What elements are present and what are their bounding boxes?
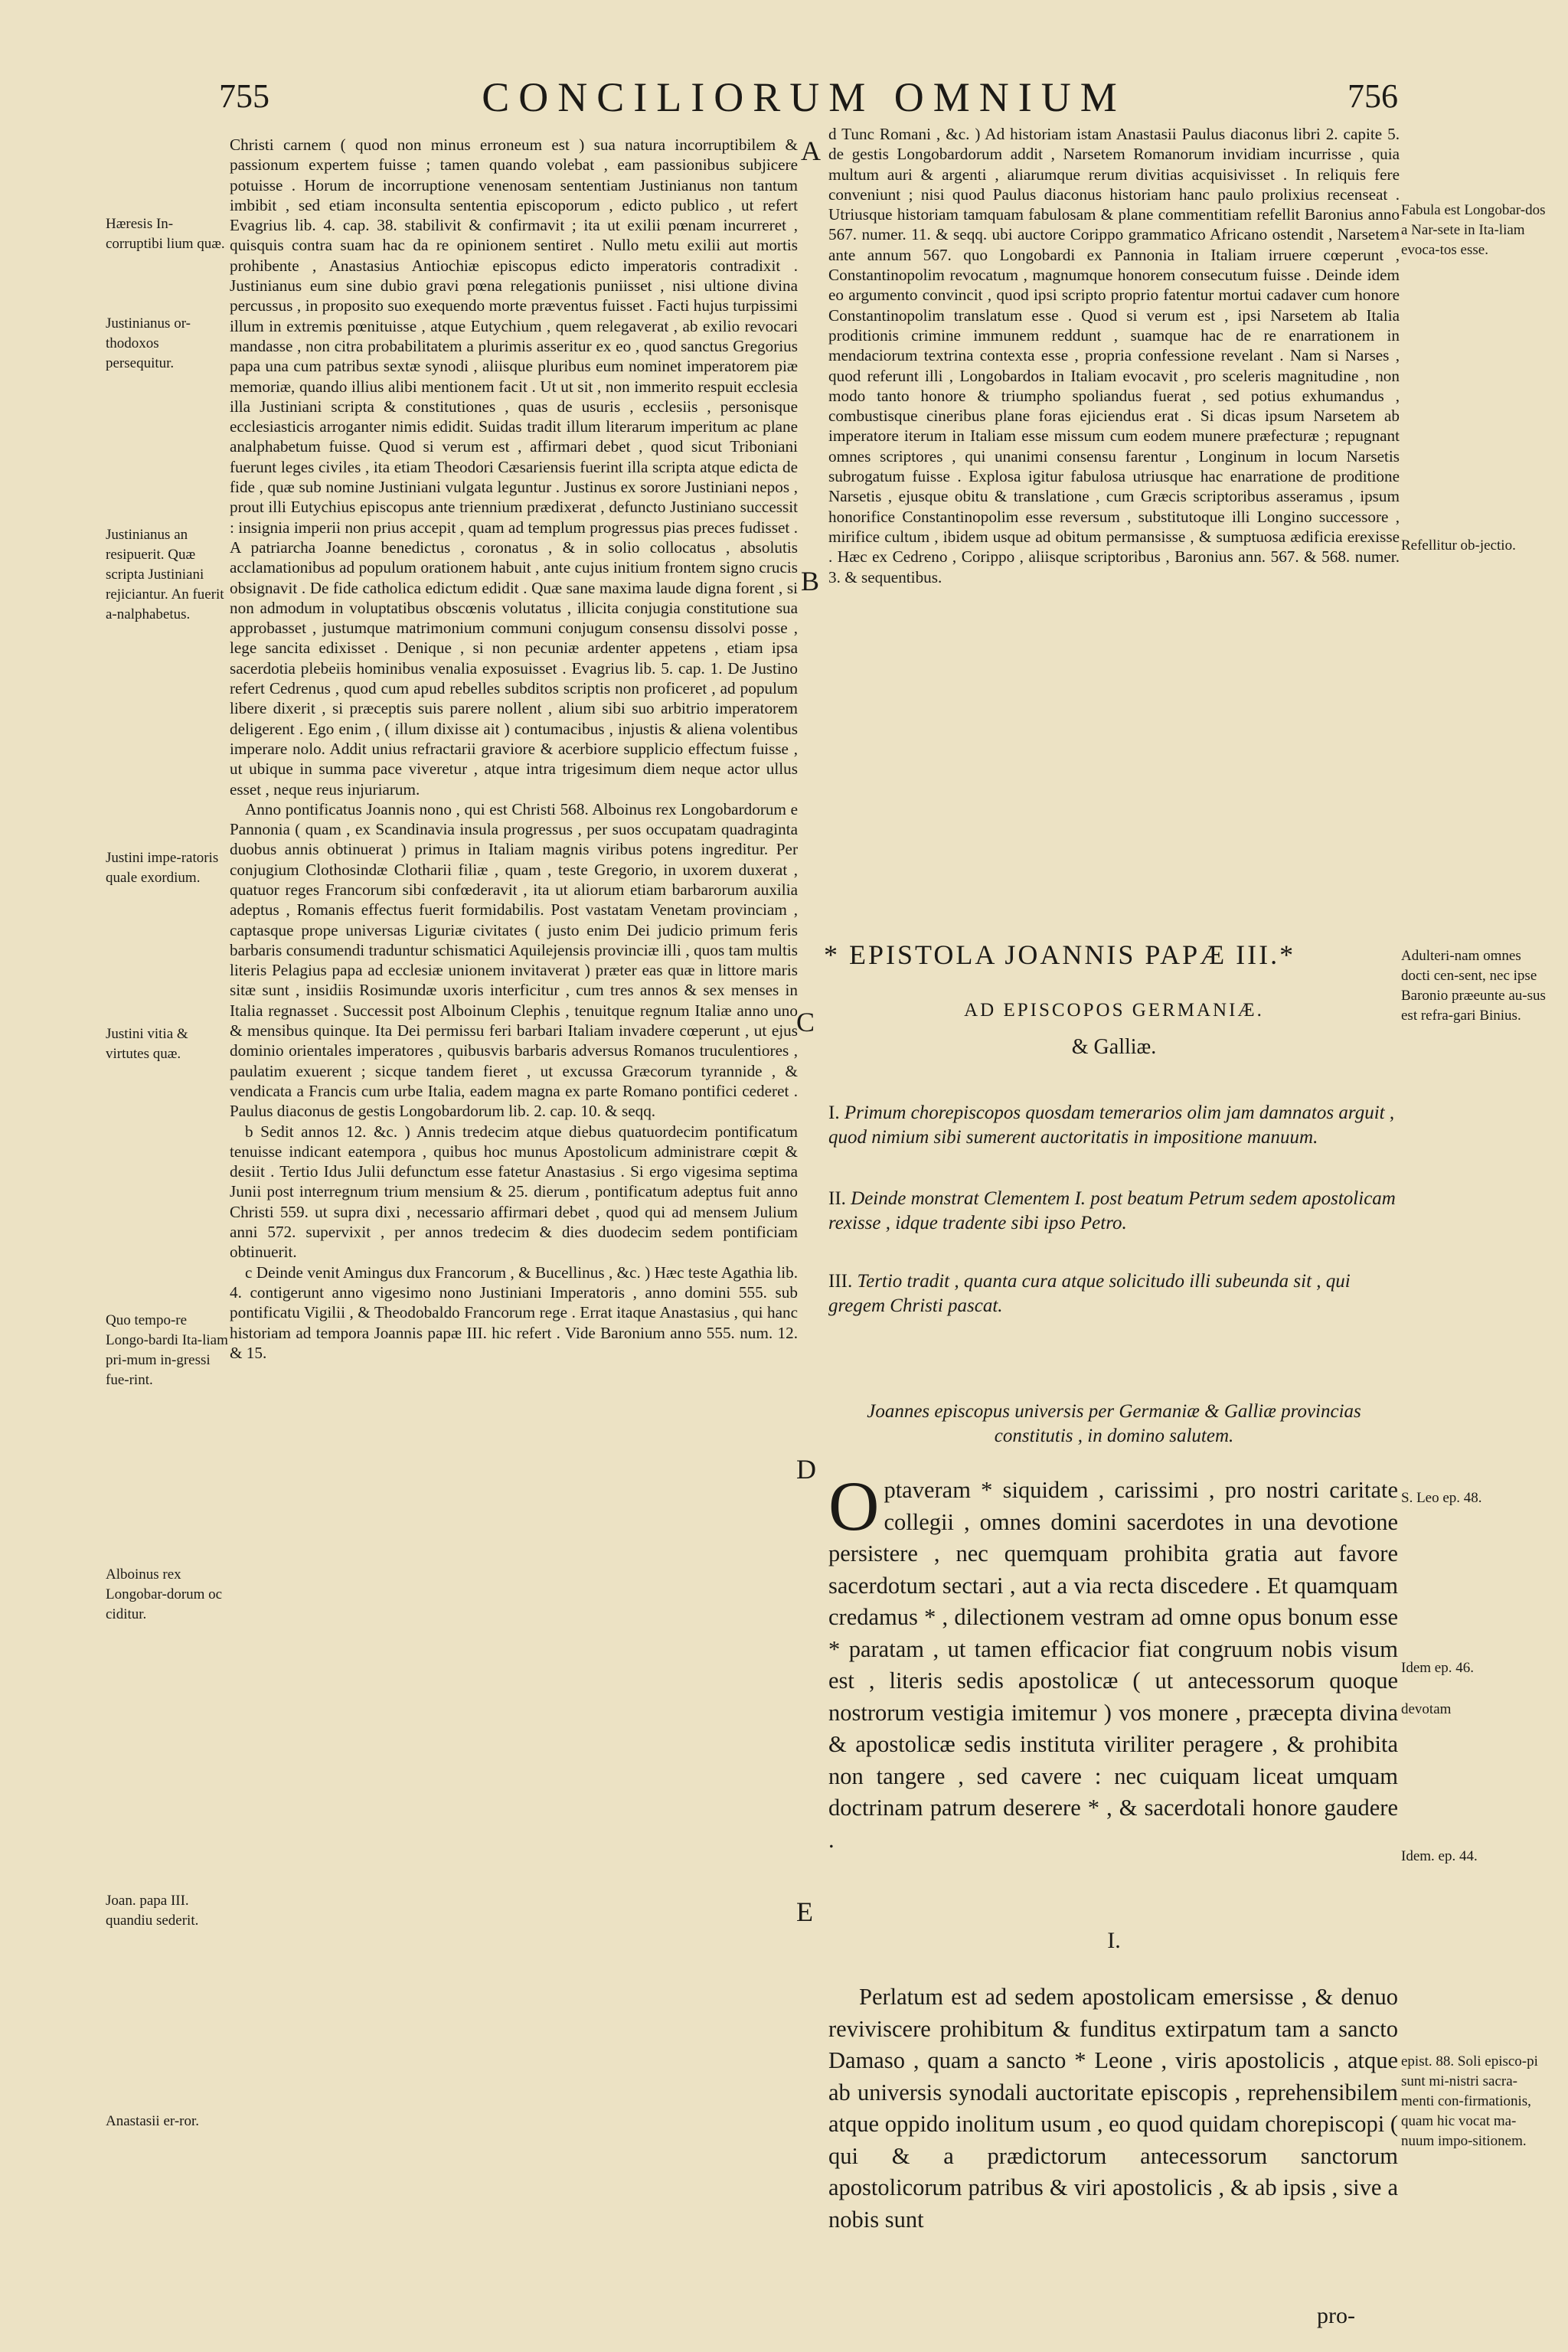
- margin-note: Justinianus or-thodoxos persequitur.: [106, 315, 191, 371]
- margin-note: Adulteri-nam omnes docti cen-sent, nec ipse Baronio præeunte au-sus est refra-gari Binius.: [1401, 948, 1546, 1024]
- epistle-opening: [828, 1467, 1398, 1856]
- margin-note: Hæresis In-corruptibi lium quæ.: [106, 216, 225, 252]
- paragraph: Christi carnem ( quod non minus erroneum est ) sua natura incorruptibilem & passionum expertem fuisse ; tamen quando volebat , eam passionibus subjicere potuisse . Horum de incorruptione venenosam sententiam Justinianus non tantum imbibit , sed etiam inconsulta sententia episcoporum , edicto publico , ut refert Evagrius lib. 4. cap. 38. stabilivit & confirmavit ; ita ut exilii pœnam incurreret , quisquis contra suam hac da re opinionem sentiret . Nullo metu exilii aut mortis prohibente , Anastasius Antiochiæ episcopus edicto imperatoris contradixit . Justinianus eum sine dubio gravi pœna relegationis puniisset , nisi ultione divina percussus , in proposito suo exequendo morte præventus fuisset . Facti hujus turpissimi illum in extremis pœnituisse , atque Eutychium , quem relegaverat , ab exilio revocari mandasse , non citra probabilitatem a plurimis asseritur ex eo , quod sanctus Gregorius papa una cum patribus sextæ synodi , aliisque pluribus eum nominet imperatorem piæ memoriæ, quando illius alibi mentionem facit . Ut ut sit , non immerito respuit ecclesia illa Justiniani scripta & constitutiones , quas de usuris , ecclesiis , personisque ecclesiasticis arroganter nimis edidit. Suidas tradit illum literarum imperitum ac plane analphabetum fuisse. Quod si verum est , affirmari debet , quod sicut Triboniani fuerunt leges civiles , ita etiam Theodori Cæsariensis fuerint illa scripta atque edicta de fide , quæ sub nomine Justiniani vulgata leguntur . Justinus ex sorore Justiniani nepos , prout illi Eutychius episcopus ante triennium prædixerat , defuncto Justiniano successit : insignia imperii non prius accepit , quam ad templum progressus pias preces fudisset . A patriarcha Joanne benedictus , coronatus , & in solio collocatus , absolutis acclamationibus ad populum orationem habuit , ante cujus initium frontem signo crucis obsignavit . De fide catholica edictum edidit . Quæ sane maxima laude digna forent , si non admodum in voluptatibus obscœnis volutatus , illicita conjugia constitutione sua approbasset , justumque matrimonium communi conjugum consensu dissolvi posse , lege sancita edixisset . Denique , si non pecuniæ ardenter appetens , etiam ipsa sacerdotia plebeiis hominibus venalia exposuisset . Evagrius lib. 5. cap. 1. De Justino refert Cedrenus , quod cum apud rebelles subditos scriptis non proficeret , ad populum libere dixerit , si præceptis suis parere nollent , alium sibi suo arbitrio imperatorem deligerent . Ego enim , ( illum dixisse ait ) contumacibus , injustis & aliena volentibus imperare nolo. Addit unius refractarii graviore & acerbiore supplicio effectum fuisse , ut ubique in summa pace viveretur , atque intra trigesimum diem neque actor ullus esset , neque reus injuriarum.: [230, 136, 798, 799]
- section-letter: B: [801, 566, 820, 596]
- epistle-title: * EPISTOLA JOANNIS PAPÆ III.*: [824, 939, 1296, 970]
- right-column-commentary: d Tunc Romani , &c. ) Ad historiam istam Anastasii Paulus diaconus libri 2. capite 5. de gestis Longobardorum addit , Narsetem Romanorum invidiam incurrisse , quia multum auri & argenti , aliarumque rerum divitias acquisivisset . In reliquis fere conveniunt ; nisi quod Paulus diaconus historiam hanc paulo prolixius recenseat . Utriusque historiam tamquam fabulosam & plane commentitiam refellit Baronius anno 567. numer. 11. & seqq. ubi auctore Corippo grammatico Africano ostendit , Narsetem ante annum 567. quo Longobardi ex Pannonia in Italiam irruere cœperunt , Constantinopolim revocatum , magnumque honorem consecutum fuisse . Deinde idem eo argumento convincit , quod ipsi scripto proprio fatentur mortui cadaver cum honore Constantinopolim translatum esse . Quod si verum est , ipsi Narsetem ab Italia proditionis crimine immunem reddunt , suamque hac de re enarrationem in mendaciorum textrina contexta esse , propria confessione revelant . Nam si Narses , quod referunt illi , Longobardos in Italiam evocavit , pro sceleris magnitudine , non modo tanto honore & triumpho spoliandus fuerat , sed potius exhumandus , combustisque cineribus plane foras ejiciendus erat . Si dicas ipsum Narsetem ab imperatore iterum in Italiam esse missum cum eodem munere præfecturæ ; repugnant omnes scriptores , qui unanimi consensu farentur , Longinum in locum Narsetis subrogatum fuisse . Explosa igitur fabulosa utriusque hac enarratione de proditione Narsetis , ejusque obitu & translatione , cum Græcis scriptoribus asseramus , ipsum honorifice Constantinopolim esse reversum , substitutoque illi Longino successore , mirifice cultum , ibidem usque ad obitum permansisse , & sumptuosa ædificia erexisse . Hæc ex Cedreno , Corippo , aliisque scriptoribus , Baronius ann. 567. & 568. numer. 3. & sequentibus.: [828, 125, 1400, 586]
- margin-note: Justinianus an resipuerit. Quæ scripta Justiniani rejiciantur. An fuerit a-nalphabetus.: [106, 527, 224, 622]
- summary-text: Tertio tradit , quanta cura atque solicitudo illi subeunda sit , qui gregem Christi pascat.: [828, 1271, 1351, 1316]
- running-title: CONCILIORUM OMNIUM: [482, 74, 1126, 120]
- margin-note: Justini vitia & virtutes quæ.: [106, 1026, 188, 1062]
- margin-note: Fabula est Longobar-dos a Nar-sete in Ita-liam evoca-tos esse.: [1401, 202, 1546, 258]
- section-text: Perlatum est ad sedem apostolicam emersisse , & denuo reviviscere prohibitum & funditus extirpatum tam a sancto Damaso , quam a sancto * Leone , viris apostolicis , atque ab universis synodali auctoritate episcopis , reprehensibilem atque oppido inolitum usum , eo quod quidam chorepiscopi ( qui & a prædictorum antecessorum sanctorum apostolicorum patribus & viri apostolicis , & ab ipsis , sive a nobis sunt: [828, 1984, 1398, 2233]
- margin-note: S. Leo ep. 48.: [1401, 1490, 1482, 1506]
- section-letter: A: [801, 136, 821, 166]
- margin-note: Anastasii er-ror.: [106, 2113, 200, 2129]
- salutation: Joannes episcopus universis per Germaniæ & Galliæ provincias constitutis , in domino salutem.: [867, 1401, 1361, 1446]
- margin-note: Joan. papa III. quandiu sederit.: [106, 1893, 199, 1929]
- catchword: pro-: [1317, 2303, 1355, 2328]
- footnote: c Deinde venit Amingus dux Francorum , & Bucellinus , &c. ) Hæc teste Agathia lib. 4. contigerunt anno vigesimo nono Justiniani Imperatoris , anno domini 555. sub pontificatu Vigilii , & Theodobaldo Francorum rege . Errat itaque Anastasius , qui hanc historiam ad tempora Joannis papæ III. hic refert . Vide Baronium anno 555. num. 12. & 15.: [230, 1263, 798, 1362]
- summary-text: Deinde monstrat Clementem I. post beatum Petrum sedem apostolicam rexisse , idque tradente sibi ipso Petro.: [828, 1188, 1396, 1233]
- epistle-address: AD EPISCOPOS GERMANIÆ.: [964, 1000, 1264, 1021]
- section-letter: D: [796, 1454, 816, 1485]
- margin-note: Quo tempo-re Longo-bardi Ita-liam pri-mum in-gressi fue-rint.: [106, 1312, 228, 1388]
- section-letter: E: [796, 1896, 813, 1927]
- summary-item: [828, 1269, 1400, 1318]
- opening-text: ptaveram * siquidem , carissimi , pro nostri caritate collegii , omnes domini sacerdotes in una devotione persistere , nec quemquam prohibita gratia aut favore sacerdotum sectari , aut a via recta discedere . Et quamquam credamus * , dilectionem vestram ad omne opus bonum esse * paratam , ut tamen efficacior fiat congruum nobis visum est , literis sedis apostolicæ ( ut antecessorum quoque nostrorum vestigia imitemur ) vos monere , præcepta divina & apostolicæ sedis instituta viriliter peragere , & prohibita non tangere , sed cavere : nec cuiquam liceat umquam doctrinam patrum deserere * , & sacerdotali honore gaudere .: [828, 1477, 1398, 1853]
- drop-cap: O: [828, 1467, 880, 1545]
- right-page-number: 756: [1348, 77, 1398, 115]
- margin-note: Justini impe-ratoris quale exordium.: [106, 850, 219, 886]
- summary-number: I.: [828, 1102, 840, 1123]
- section-number: I.: [1107, 1928, 1121, 1953]
- summary-text: Primum chorepiscopos quosdam temerarios olim jam damnatos arguit , quod nimium sibi sumerent auctoritatis in impositione manuum.: [828, 1102, 1395, 1148]
- section-letter: C: [796, 1007, 815, 1037]
- left-column: [230, 135, 798, 1363]
- epistle-address-line2: & Galliæ.: [1071, 1035, 1157, 1059]
- summary-number: III.: [828, 1271, 853, 1292]
- margin-note: Idem ep. 46.: [1401, 1660, 1474, 1676]
- footnote: b Sedit annos 12. &c. ) Annis tredecim atque diebus quatuordecim pontificatum tenuisse indicant eatempora , quibus hoc munus Apostolicum administrare cœpit & desiit . Tertio Idus Julii defunctum esse fatetur Anastasius . Si ergo vigesima septima Junii post interregnum trium mensium & 25. dierum , pontificatum adeptus fuit anno Christi 559. ut supra dixi , necessario affirmari debet , quod qui ad mensem Julium anni 572. supervixit , per annos tredecim & dies duodecim sedem pontificiam obtinuerit.: [230, 1122, 798, 1262]
- summary-item: [828, 1101, 1400, 1150]
- margin-note: epist. 88. Soli episco-pi sunt mi-nistri sacra-menti con-firmationis, quam hic vocat ma-nuum impo-sitionem.: [1401, 2053, 1538, 2149]
- margin-note: Refellitur ob-jectio.: [1401, 537, 1516, 554]
- margin-note: Alboinus rex Longobar-dorum oc ciditur.: [106, 1566, 223, 1622]
- margin-note: Idem. ep. 44.: [1401, 1848, 1478, 1864]
- paragraph: Anno pontificatus Joannis nono , qui est Christi 568. Alboinus rex Longobardorum e Pannonia ( quam , ex Scandinavia insula progressus , per suos occupatam quadraginta duobus annis obtinuerat ) primus in Italiam magnis viribus potens ingreditur. Per conjugium Clothosindæ Clotharii filiæ , quam , teste Gregorio, in uxorem duxerat , quatuor reges Francorum sibi confœderavit , ita ut aliorum etiam barbarorum auxilia adeptus , Romanis effectus fuerit formidabilis. Post vastatam Venetam provinciam , captasque prope universas Liguriæ civitates ( justo enim Dei judicio primum feris barbaris consumendi traduntur schismatici Aquilejensis provinciæ illi , quos tam multis literis Pelagius papa ad ecclesiæ unionem invitaverat ) præter eas quæ in littore maris sitæ sunt , insidiis Rosimundæ uxoris interficitur , cum tres annos & sex menses in Italia regnasset . Successit post Alboinum Clephis , tenuitque regnum Italiæ anno uno & mensibus quinque. Ita Dei permissu feri barbari Italiam invadere cœperunt , ut ejus dominio orientales imperatores , quibusvis barbaris adversus Romanos truculentiores , paulatim exuerent ; sicque tandem fieret , ut excussa Græcorum tyrannide , & vendicata a Francis cum urbe Italia, eadem magna ex parte Romano pontifici cederet . Paulus diaconus de gestis Longobardorum lib. 2. cap. 10. & seqq.: [230, 799, 798, 1121]
- summary-item: [828, 1187, 1400, 1236]
- left-page-number: 755: [219, 77, 270, 115]
- summary-number: II.: [828, 1188, 846, 1209]
- margin-note: devotam: [1401, 1701, 1452, 1717]
